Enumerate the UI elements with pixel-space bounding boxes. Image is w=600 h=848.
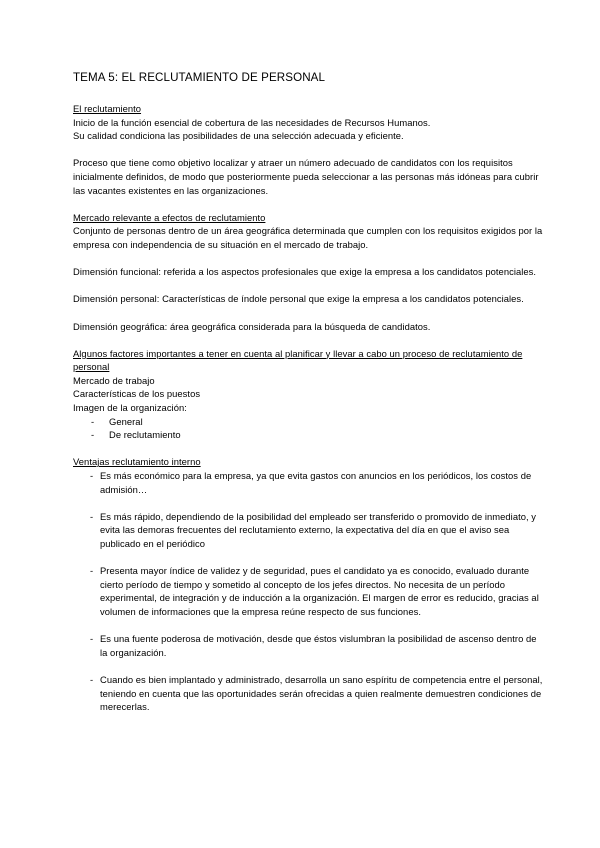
factor-sub-item: - De reclutamiento: [91, 428, 543, 442]
ventaja-item: - Presenta mayor índice de validez y de seguridad, pues el candidato ya es conocido, evaluado durante cierto período de tiempo y sometido al concepto de los jefes directos. No necesita de un período experimental, de integración y de inducción a la organización. El margen de error es reducido, gracias al volumen de informaciones que la empresa reúne respecto de sus funciones.: [82, 564, 543, 618]
factor-item: Características de los puestos: [73, 388, 201, 400]
ventaja-item: - Cuando es bien implantado y administrado, desarrolla un sano espíritu de competencia entre el personal, teniendo en cuenta que las oportunidades serán ofrecidas a quien realmente demuestren condiciones de merecerlas.: [82, 673, 543, 714]
factor-item: Imagen de la organización:: [73, 402, 187, 414]
section-reclutamiento: [73, 102, 543, 197]
ventaja-item: - Es más rápido, dependiendo de la posibilidad del empleado ser transferido o promovido de inmediato, y evita las demoras frecuentes del reclutamiento externo, la expectativa del día en que el aviso sea publicado en el periódico: [82, 510, 543, 551]
reclutamiento-line-2: Su calidad condiciona las posibilidades de una selección adecuada y eficiente.: [73, 130, 404, 142]
factor-item: Mercado de trabajo: [73, 374, 155, 386]
dimension-personal: Dimensión personal: Características de índole personal que exige la empresa a los candidatos potenciales.: [73, 293, 524, 305]
section-heading-reclutamiento: El reclutamiento: [73, 103, 142, 114]
reclutamiento-proceso: Proceso que tiene como objetivo localizar y atraer un número adecuado de candidatos con los requisitos inicialmente definidos, de modo que posteriormente pueda seleccionar a las personas más idóneas para cubrir las vacantes existentes en las organizaciones.: [73, 157, 539, 196]
reclutamiento-line-1: Inicio de la función esencial de cobertura de las necesidades de Recursos Humanos.: [73, 116, 431, 128]
dimension-geografica: Dimensión geográfica: área geográfica considerada para la búsqueda de candidatos.: [73, 320, 431, 332]
factor-sub-item: - General: [91, 415, 543, 429]
section-ventajas: [73, 455, 543, 713]
ventaja-item: - Es más económico para la empresa, ya que evita gastos con anuncios en los periódicos, los costos de admisión…: [82, 469, 543, 496]
ventajas-list: [73, 469, 543, 714]
section-mercado: [73, 211, 543, 333]
section-heading-mercado: Mercado relevante a efectos de reclutamiento: [73, 211, 266, 223]
section-heading-ventajas: Ventajas reclutamiento interno: [73, 456, 201, 468]
ventaja-item: - Es una fuente poderosa de motivación, desde que éstos vislumbran la posibilidad de ascenso dentro de la organización.: [82, 632, 543, 659]
mercado-definition: Conjunto de personas dentro de un área geográfica determinada que cumplen con los requisitos exigidos por la empresa con independencia de su situación en el mercado de trabajo.: [73, 225, 543, 250]
section-factores: [73, 347, 543, 442]
section-heading-factores: Algunos factores importantes a tener en cuenta al planificar y llevar a cabo un proceso de reclutamiento de personal: [73, 347, 523, 373]
document-page: [73, 70, 543, 727]
factor-sub-list: [73, 415, 543, 442]
document-title: TEMA 5: EL RECLUTAMIENTO DE PERSONAL: [73, 71, 326, 84]
dimension-funcional: Dimensión funcional: referida a los aspectos profesionales que exige la empresa a los candidatos potenciales.: [73, 266, 537, 278]
